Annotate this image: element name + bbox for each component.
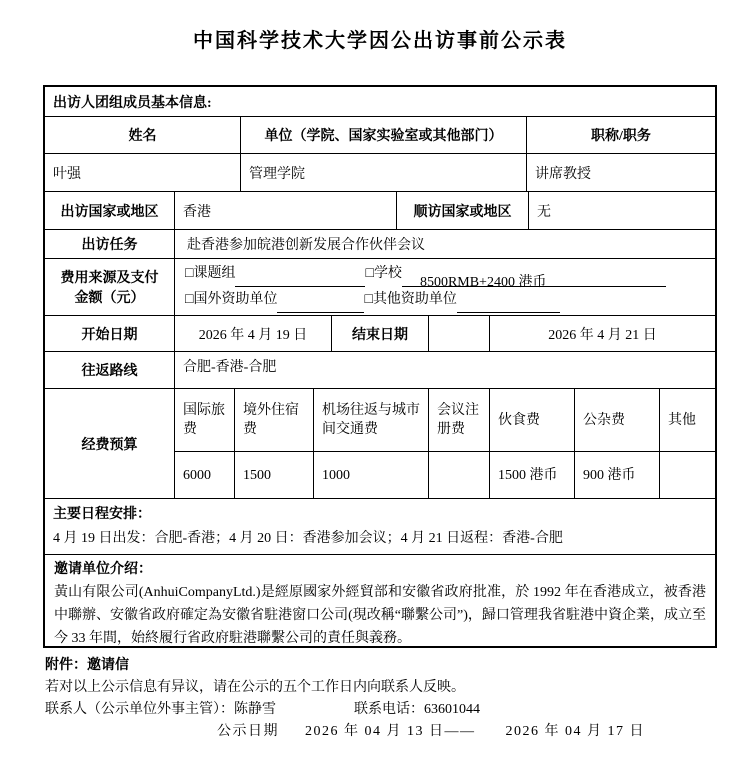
schedule-value: 4 月 19 日出发：合肥-香港；4 月 20 日：香港参加会议；4 月 21 日返程：香港-合肥 [53, 531, 563, 546]
row-member-values [45, 154, 715, 192]
route-value: 合肥-香港-合肥 [183, 360, 277, 375]
funding-option-label: 其他资助单位 [372, 292, 457, 307]
end-date-label: 结束日期 [332, 316, 429, 351]
budget-header-row [175, 389, 715, 452]
contact-person: 联系人（公示单位外事主管）：陈静雪 [45, 702, 276, 717]
inviter-label: 邀请单位介绍： [54, 562, 152, 577]
row-budget [45, 389, 715, 499]
contact-phone: 联系电话：63601044 [354, 702, 480, 717]
row-dates [45, 316, 715, 352]
destination-label: 出访国家或地区 [45, 192, 175, 229]
inviter-description: 黃山有限公司(AnhuiCompanyLtd.)是經原國家外經貿部和安徽省政府批准，於 1992 年在香港成立，被香港中聯辦、安徽省政府確定為安徽省駐港窗口公司(現改稱“聯繫公司”)，歸口管理我省駐港中資企業，成立至今 33 年間，始終履行省政府駐港聯繫公司的責任與義務。 [54, 585, 706, 646]
funding-option-value: 8500RMB+2400 港币 [402, 270, 666, 287]
schedule-label: 主要日程安排： [53, 507, 151, 522]
page-title: 中国科学技术大学因公出访事前公示表 [193, 30, 567, 52]
funding-option-value [235, 269, 365, 287]
start-date-value: 2026 年 4 月 19 日 [175, 316, 332, 351]
end-date-value: 2026 年 4 月 21 日 [548, 327, 657, 343]
budget-col-header: 伙食费 [490, 389, 575, 451]
budget-col-header: 国际旅费 [175, 389, 235, 451]
side-visit-value: 无 [537, 204, 551, 220]
row-destination [45, 192, 715, 230]
funding-option-value [457, 295, 560, 313]
checkbox-icon: □ [185, 292, 194, 307]
document-page [0, 26, 749, 778]
publish-date-start: 2026 年 04 月 13 日—— [305, 724, 476, 739]
publish-date-end: 2026 年 04 月 17 日 [505, 724, 645, 739]
funding-option-label: 学校 [373, 266, 402, 281]
footer-notes [45, 655, 717, 743]
member-unit: 管理学院 [241, 154, 527, 191]
section-header: 出访人团组成员基本信息: [53, 95, 212, 111]
row-mission [45, 230, 715, 259]
dates-spacer-cell [429, 316, 490, 351]
checkbox-icon: □ [364, 292, 373, 307]
funding-label-line1: 费用来源及支付 [60, 271, 159, 286]
funding-option-label: 课题组 [193, 266, 236, 281]
mission-label: 出访任务 [45, 230, 175, 258]
attachment-line: 附件：邀请信 [45, 658, 129, 673]
side-visit-label: 顺访国家或地区 [397, 192, 529, 229]
funding-label [45, 259, 175, 315]
budget-value: 1000 [314, 452, 429, 498]
contact-line [45, 699, 717, 721]
publicity-form-table [43, 85, 717, 648]
checkbox-icon: □ [365, 266, 374, 281]
budget-label: 经费预算 [45, 389, 175, 498]
row-section-header [45, 87, 715, 117]
budget-value: 1500 港币 [490, 452, 575, 498]
member-name: 叶强 [45, 154, 241, 191]
member-title: 讲席教授 [535, 166, 591, 182]
funding-label-line2: 金额（元） [74, 291, 145, 306]
funding-line-2 [185, 287, 666, 313]
row-funding [45, 259, 715, 316]
publish-date-label: 公示日期 [217, 724, 279, 739]
budget-values-row [175, 452, 715, 498]
budget-col-header: 机场往返与城市间交通费 [314, 389, 429, 451]
row-inviter [45, 555, 715, 646]
row-member-headers [45, 117, 715, 154]
start-date-label: 开始日期 [45, 316, 175, 351]
budget-grid [175, 389, 715, 498]
mission-value: 赴香港参加皖港创新发展合作伙伴会议 [187, 238, 425, 253]
name-header: 姓名 [45, 117, 241, 153]
budget-col-header: 其他 [668, 412, 696, 428]
funding-option-value [277, 295, 364, 313]
checkbox-icon: □ [185, 266, 194, 281]
budget-value [429, 452, 490, 498]
budget-value: 900 港币 [575, 452, 660, 498]
publish-date-line [217, 721, 717, 743]
budget-col-header: 会议注册费 [429, 389, 490, 451]
budget-col-header: 公杂费 [575, 389, 660, 451]
title-header: 职称/职务 [591, 129, 651, 144]
objection-notice: 若对以上公示信息有异议，请在公示的五个工作日内向联系人反映。 [45, 680, 465, 695]
funding-options [175, 259, 715, 315]
unit-header: 单位（学院、国家实验室或其他部门） [241, 117, 527, 153]
destination-value: 香港 [175, 192, 397, 229]
row-route [45, 352, 715, 389]
row-schedule [45, 499, 715, 555]
budget-col-header: 境外住宿费 [235, 389, 314, 451]
budget-value: 1500 [235, 452, 314, 498]
budget-value [660, 452, 715, 498]
route-label: 往返路线 [45, 352, 175, 388]
funding-line-1 [185, 261, 666, 290]
funding-option-label: 国外资助单位 [193, 292, 278, 307]
budget-value: 6000 [175, 452, 235, 498]
